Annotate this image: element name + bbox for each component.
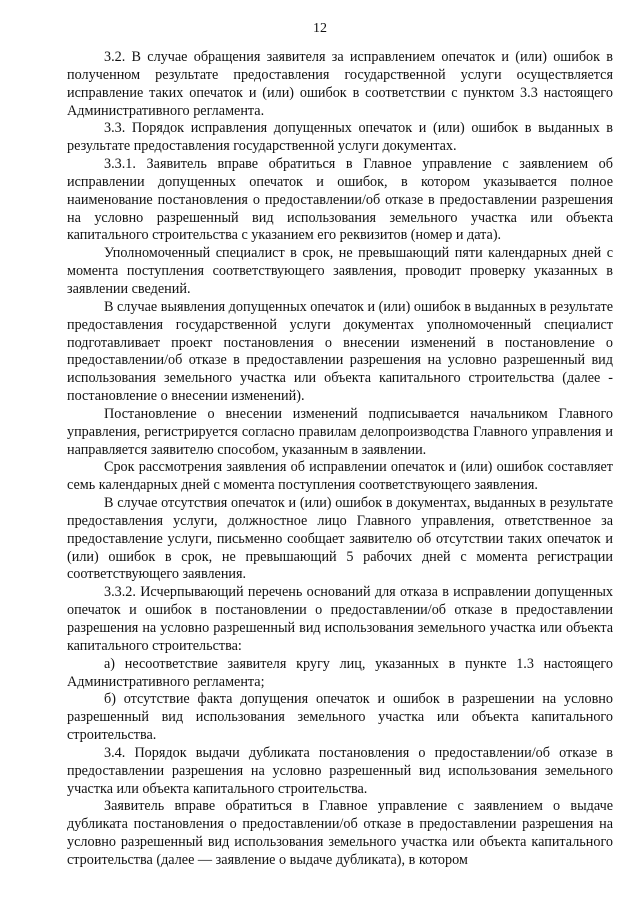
paragraph-3-3: 3.3. Порядок исправления допущенных опечаток и (или) ошибок в выданных в результате предоставления государственной услуги документах. [67, 120, 613, 155]
document-body [67, 49, 613, 870]
paragraph-3-3-2: 3.3.2. Исчерпывающий перечень оснований для отказа в исправлении допущенных опечаток и ошибок в постановлении о предоставлении/об отказе в предоставлении разрешения на условно разрешенный вид использования земельного участка или объекта капитального строительства: [67, 584, 613, 654]
paragraph-duplicate-request: Заявитель вправе обратиться в Главное управление с заявлением о выдаче дубликата постановления о предоставлении/об отказе в предоставлении разрешения на условно разрешенный вид использования земельного участка или объекта капитального строительства (далее — заявление о выдаче дубликата), в котором [67, 798, 613, 868]
paragraph-3-2: 3.2. В случае обращения заявителя за исправлением опечаток и (или) ошибок в полученном результате предоставления государственной услуги осуществляется исправление таких опечаток и (или) ошибок в соответствии с пунктом 3.3 настоящего Административного регламента. [67, 49, 613, 119]
paragraph-verification-term: Уполномоченный специалист в срок, не превышающий пяти календарных дней с момента поступления соответствующего заявления, проводит проверку указанных в заявлении сведений. [67, 245, 613, 297]
paragraph-3-4: 3.4. Порядок выдачи дубликата постановления о предоставлении/об отказе в предоставлении разрешения на условно разрешенный вид использования земельного участка или объекта капитального строительства. [67, 744, 613, 797]
paragraph-errors-found: В случае выявления допущенных опечаток и (или) ошибок в выданных в результате предоставления государственной услуги документах уполномоченный специалист подготавливает проект постановления о внесении изменений в постановление о предоставлении/об отказе в предоставлении разрешения на условно разрешенный вид использования земельного участка или объекта капитального строительства (далее - постановление о внесении изменений). [67, 298, 613, 405]
paragraph-resolution-signing: Постановление о внесении изменений подписывается начальником Главного управления, регистрируется согласно правилам делопроизводства Главного управления и направляется заявителю способом, указанным в заявлении. [67, 405, 613, 458]
list-item-a: а) несоответствие заявителя кругу лиц, указанных в пункте 1.3 настоящего Административного регламента; [67, 655, 613, 690]
paragraph-3-3-1: 3.3.1. Заявитель вправе обратиться в Главное управление с заявлением об исправлении допущенных опечаток и ошибок, в котором указывается полное наименование постановления о предоставлении/об отказе в предоставлении разрешения на условно разрешенный вид использования земельного участка или объекта капитального строительства с указанием его реквизитов (номер и дата). [67, 156, 613, 244]
paragraph-review-term: Срок рассмотрения заявления об исправлении опечаток и (или) ошибок составляет семь календарных дней с момента поступления соответствующего заявления. [67, 459, 613, 494]
page-number: 12 [313, 21, 327, 36]
paragraph-no-errors: В случае отсутствия опечаток и (или) ошибок в документах, выданных в результате предоставления услуги, должностное лицо Главного управления, ответственное за предоставление услуги, письменно сообщает заявителю об отсутствии таких опечаток и (или) ошибок в срок, не превышающий 5 рабочих дней с момента регистрации соответствующего заявления. [67, 495, 613, 583]
list-item-b: б) отсутствие факта допущения опечаток и ошибок в разрешении на условно разрешенный вид использования земельного участка или объекта капитального строительства. [67, 691, 613, 744]
